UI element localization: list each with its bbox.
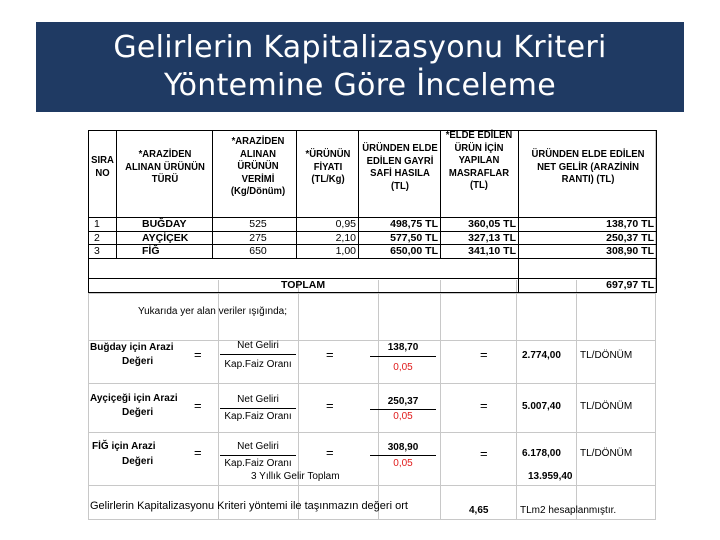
row-urun: AYÇİÇEK <box>142 232 189 244</box>
fraction-bar <box>220 354 296 355</box>
spreadsheet <box>88 130 656 520</box>
row-verim: 275 <box>249 232 267 244</box>
grid-line <box>88 519 656 520</box>
equals-sign: = <box>326 347 334 362</box>
calc-result: 6.178,00 <box>522 448 561 459</box>
calc-result: 5.007,40 <box>522 401 561 412</box>
calc-faiz: Kap.Faiz Oranı <box>224 411 292 422</box>
row-masraf: 360,05 TL <box>468 218 516 230</box>
table-border <box>88 258 656 259</box>
equals-sign: = <box>194 445 202 460</box>
row-urun: BUĞDAY <box>142 218 187 230</box>
table-border <box>518 130 519 293</box>
calc-net-gelir: Net Geliri <box>237 394 279 405</box>
fraction-bar <box>220 455 296 456</box>
calc-label: Değeri <box>122 407 154 418</box>
row-net: 308,90 TL <box>606 245 654 257</box>
title-line-1: Gelirlerin Kapitalizasyonu Kriteri <box>113 30 607 65</box>
avg-unit: TLm2 hesaplanmıştır. <box>520 505 617 516</box>
calc-rate: 0,05 <box>393 362 413 373</box>
calc-label: Değeri <box>122 456 154 467</box>
toplam-label: TOPLAM <box>281 279 326 291</box>
calc-intro: Yukarıda yer alan veriler ışığında; <box>138 306 287 317</box>
header-urun-turu: *ARAZİDEN ALINAN ÜRÜNÜN TÜRÜ <box>125 149 205 185</box>
row-verim: 650 <box>249 245 267 257</box>
header-verim: *ARAZİDEN ALINAN ÜRÜNÜN VERİMİ (Kg/Dönüm) <box>230 136 286 197</box>
table-border <box>358 130 359 258</box>
calc-net-gelir: Net Geliri <box>237 441 279 452</box>
table-border <box>88 244 656 245</box>
equals-sign: = <box>194 398 202 413</box>
calc-unit: TL/DÖNÜM <box>580 448 633 459</box>
row-masraf: 327,13 TL <box>468 232 516 244</box>
calc-rate: 0,05 <box>393 458 413 469</box>
equals-sign: = <box>480 398 488 413</box>
grid-line <box>88 340 656 341</box>
calc-value: 308,90 <box>387 442 419 453</box>
calc-label: Değeri <box>122 356 154 367</box>
toplam-value: 697,97 TL <box>606 279 654 291</box>
row-gsh: 498,75 TL <box>390 218 438 230</box>
row-fiyat: 0,95 <box>335 218 356 230</box>
row-no: 2 <box>94 232 100 244</box>
total-label: 3 Yıllık Gelir Toplam <box>251 471 340 482</box>
calc-unit: TL/DÖNÜM <box>580 401 633 412</box>
fraction-bar <box>370 356 436 357</box>
row-fiyat: 1,00 <box>335 245 356 257</box>
calc-result: 2.774,00 <box>522 350 561 361</box>
table-border <box>296 130 297 258</box>
row-net: 250,37 TL <box>606 232 654 244</box>
header-net-gelir: ÜRÜNDEN ELDE EDİLEN NET GELİR (ARAZİNİN RANTI) (TL) <box>531 149 645 185</box>
table-border <box>440 130 441 258</box>
row-gsh: 577,50 TL <box>390 232 438 244</box>
row-fiyat: 2,10 <box>335 232 356 244</box>
calc-label: FİĞ için Arazi <box>92 441 156 452</box>
header-masraf: *ELDE EDİLEN ÜRÜN İÇİN YAPILAN MASRAFLAR (TL) <box>445 130 513 191</box>
title-line-2: Yöntemine Göre İnceleme <box>164 68 556 103</box>
equals-sign: = <box>480 347 488 362</box>
avg-value: 4,65 <box>469 505 489 516</box>
header-fiyat: *ÜRÜNÜN FİYATI (TL/Kg) <box>305 149 351 185</box>
calc-faiz: Kap.Faiz Oranı <box>224 458 292 469</box>
calc-unit: TL/DÖNÜM <box>580 350 633 361</box>
grid-line <box>88 432 656 433</box>
row-urun: FİĞ <box>142 245 160 257</box>
equals-sign: = <box>194 347 202 362</box>
table-border <box>656 130 657 293</box>
grid-line <box>298 280 299 520</box>
grid-line <box>88 383 656 384</box>
fraction-bar <box>370 409 436 410</box>
equals-sign: = <box>326 398 334 413</box>
grid-line <box>576 280 577 520</box>
table-border <box>116 130 117 258</box>
calc-value: 250,37 <box>387 396 419 407</box>
table-border <box>88 292 656 293</box>
grid-line <box>516 280 517 520</box>
conclusion-text: Gelirlerin Kapitalizasyonu Kriteri yöntemi ile taşınmazın değeri ort <box>90 500 408 512</box>
table-border <box>212 130 213 258</box>
row-no: 1 <box>94 218 100 230</box>
grid-line <box>440 280 441 520</box>
calc-label: Ayçiçeği için Arazi <box>90 393 178 404</box>
row-no: 3 <box>94 245 100 257</box>
calc-value: 138,70 <box>387 342 419 353</box>
grid-line <box>88 293 656 294</box>
calc-faiz: Kap.Faiz Oranı <box>224 359 292 370</box>
calc-label: Buğday için Arazi <box>90 342 174 353</box>
slide-title <box>36 22 684 112</box>
total-value: 13.959,40 <box>528 471 573 482</box>
fraction-bar <box>220 408 296 409</box>
header-sira-no: SIRA NO <box>91 155 114 179</box>
row-net: 138,70 TL <box>606 218 654 230</box>
header-gsh: ÜRÜNDEN ELDE EDİLEN GAYRİ SAFİ HASILA (TL) <box>362 143 438 192</box>
fraction-bar <box>370 455 436 456</box>
grid-line <box>88 485 656 486</box>
row-gsh: 650,00 TL <box>390 245 438 257</box>
table-border <box>88 130 656 131</box>
row-masraf: 341,10 TL <box>468 245 516 257</box>
equals-sign: = <box>480 446 488 461</box>
calc-rate: 0,05 <box>393 411 413 422</box>
equals-sign: = <box>326 445 334 460</box>
calc-net-gelir: Net Geliri <box>237 340 279 351</box>
row-verim: 525 <box>249 218 267 230</box>
